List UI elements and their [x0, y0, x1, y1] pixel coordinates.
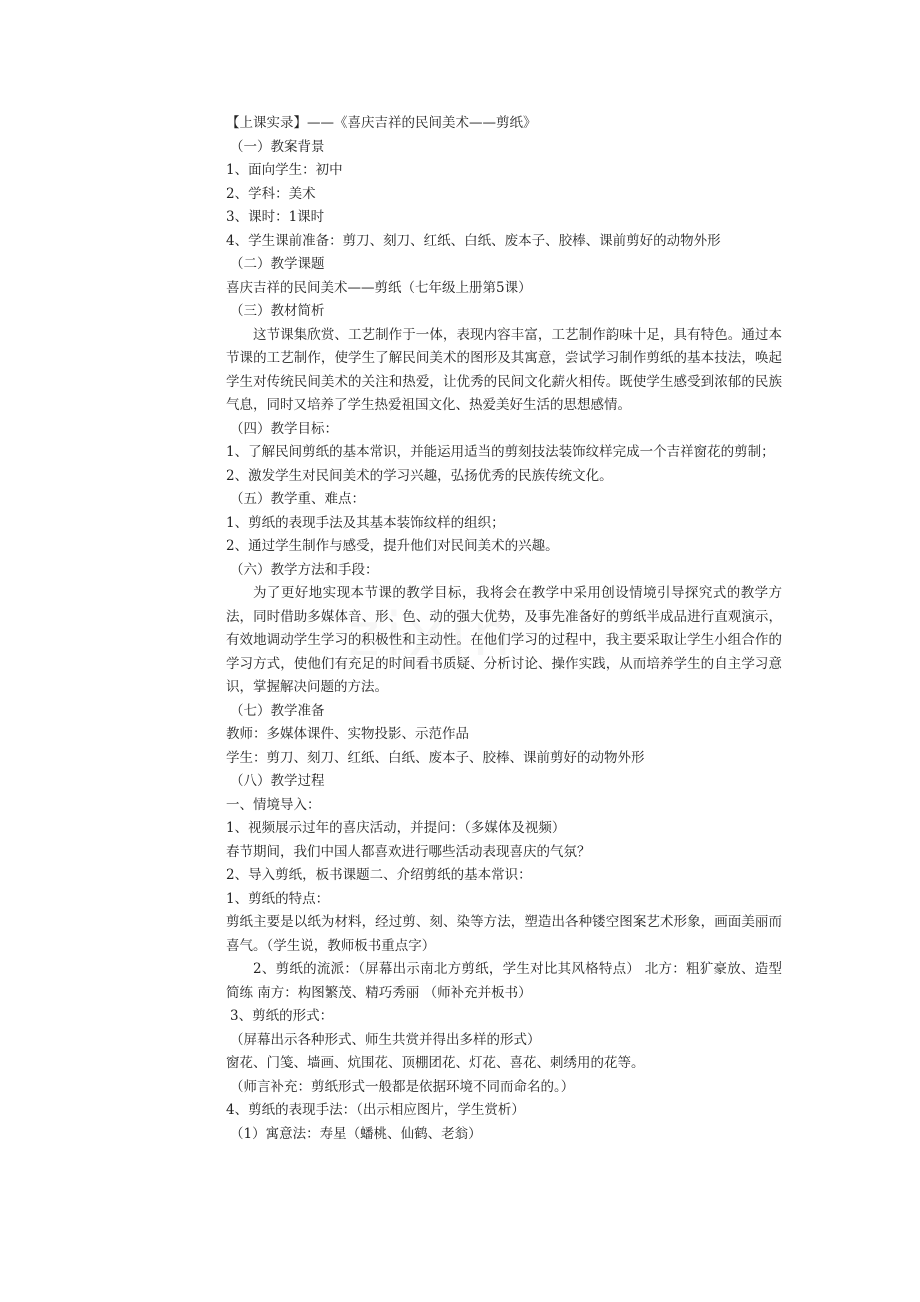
section-heading: （二）教学课题 [230, 256, 325, 272]
text-line: （1）寓意法：寿星（蟠桃、仙鹤、老翁） [230, 1125, 482, 1142]
text-line: 1、面向学生：初中 [226, 162, 343, 178]
paragraph: 2、剪纸的流派：（屏幕出示南北方剪纸，学生对比其风格特点） 北方：粗犷豪放、造型简练 南方：构图繁茂、精巧秀丽 （师补充并板书） [226, 961, 782, 1001]
section-heading: （六）教学方法和手段： [230, 561, 379, 578]
paragraph: 为了更好地实现本节课的教学目标，我将会在教学中采用创设情境引导探究式的教学方法，同时借助多媒体音、形、色、动的强大优势，及事先准备好的剪纸半成品进行直观演示，有效地调动学生学习的积极性和主动性。在他们学习的过程中，我主要采取让学生小组合作的学习方式，使他们有充足的时间看书质疑、分析讨论、操作实践，从而培养学生的自主学习意识，掌握解决问题的方法。 [226, 585, 782, 695]
text-line: 1、剪纸的表现手法及其基本装饰纹样的组织； [226, 514, 505, 531]
text-line: 2、激发学生对民间美术的学习兴趣，弘扬优秀的民族传统文化。 [226, 467, 613, 484]
text-line: 春节期间，我们中国人都喜欢进行哪些活动表现喜庆的气氛？ [226, 843, 591, 860]
text-line: （屏幕出示各种形式、师生共赏并得出多样的形式） [230, 1031, 541, 1048]
text-line: 4、剪纸的表现手法：（出示相应图片，学生赏析） [226, 1102, 525, 1118]
section-heading: （四）教学目标： [230, 420, 338, 437]
section-heading: （七）教学准备 [230, 702, 325, 719]
paragraph: 这节课集欣赏、工艺制作于一体，表现内容丰富，工艺制作韵味十足，具有特色。通过本节课的工艺制作，使学生了解民间美术的图形及其寓意，尝试学习制作剪纸的基本技法，唤起学生对传统民间美术的关注和热爱，让优秀的民间文化薪火相传。既使学生感受到浓郁的民族气息，同时又培养了学生热爱祖国文化、热爱美好生活的思想感情。 [226, 326, 782, 413]
text-line: 4、学生课前准备：剪刀、刻刀、红纸、白纸、废本子、胶棒、课前剪好的动物外形 [226, 232, 721, 249]
text-line: （师言补充：剪纸形式一般都是依据环境不同而命名的。） [230, 1078, 575, 1095]
text-line: 2、学科：美术 [226, 185, 316, 202]
text-line: 3、课时：1课时 [226, 209, 325, 225]
paragraph: 剪纸主要是以纸为材料，经过剪、刻、染等方法，塑造出各种镂空图案艺术形象，画面美丽而喜气。（学生说，教师板书重点字） [226, 914, 782, 954]
text-line: 学生：剪刀、刻刀、红纸、白纸、废本子、胶棒、课前剪好的动物外形 [226, 749, 645, 766]
text-line: 1、剪纸的特点： [226, 890, 330, 907]
section-heading: （三）教材简析 [230, 303, 325, 319]
section-heading: （一）教案背景 [230, 138, 325, 155]
text-line: 窗花、门笺、墙画、炕围花、顶棚团花、灯花、喜花、刺绣用的花等。 [226, 1055, 645, 1071]
text-line: 2、通过学生制作与感受，提升他们对民间美术的兴趣。 [226, 538, 559, 554]
section-heading: （八）教学过程 [230, 773, 325, 789]
section-heading: （五）教学重、难点： [230, 491, 365, 507]
text-line: 喜庆吉祥的民间美术——剪纸（七年级上册第5课） [226, 279, 532, 296]
text-line: 教师：多媒体课件、实物投影、示范作品 [226, 726, 469, 742]
text-line: 1、了解民间剪纸的基本常识，并能运用适当的剪刻技法装饰纹样完成一个吉祥窗花的剪制； [226, 444, 775, 460]
text-line: 3、剪纸的形式： [230, 1008, 334, 1024]
text-line: 2、导入剪纸，板书课题二、介绍剪纸的基本常识： [226, 867, 532, 883]
document-title: 【上课实录】——《喜庆吉祥的民间美术——剪纸》 [226, 115, 537, 131]
text-line: 1、视频展示过年的喜庆活动，并提问：（多媒体及视频） [226, 820, 566, 836]
document-body [226, 112, 782, 1146]
text-line: 一、情境导入： [226, 796, 321, 813]
